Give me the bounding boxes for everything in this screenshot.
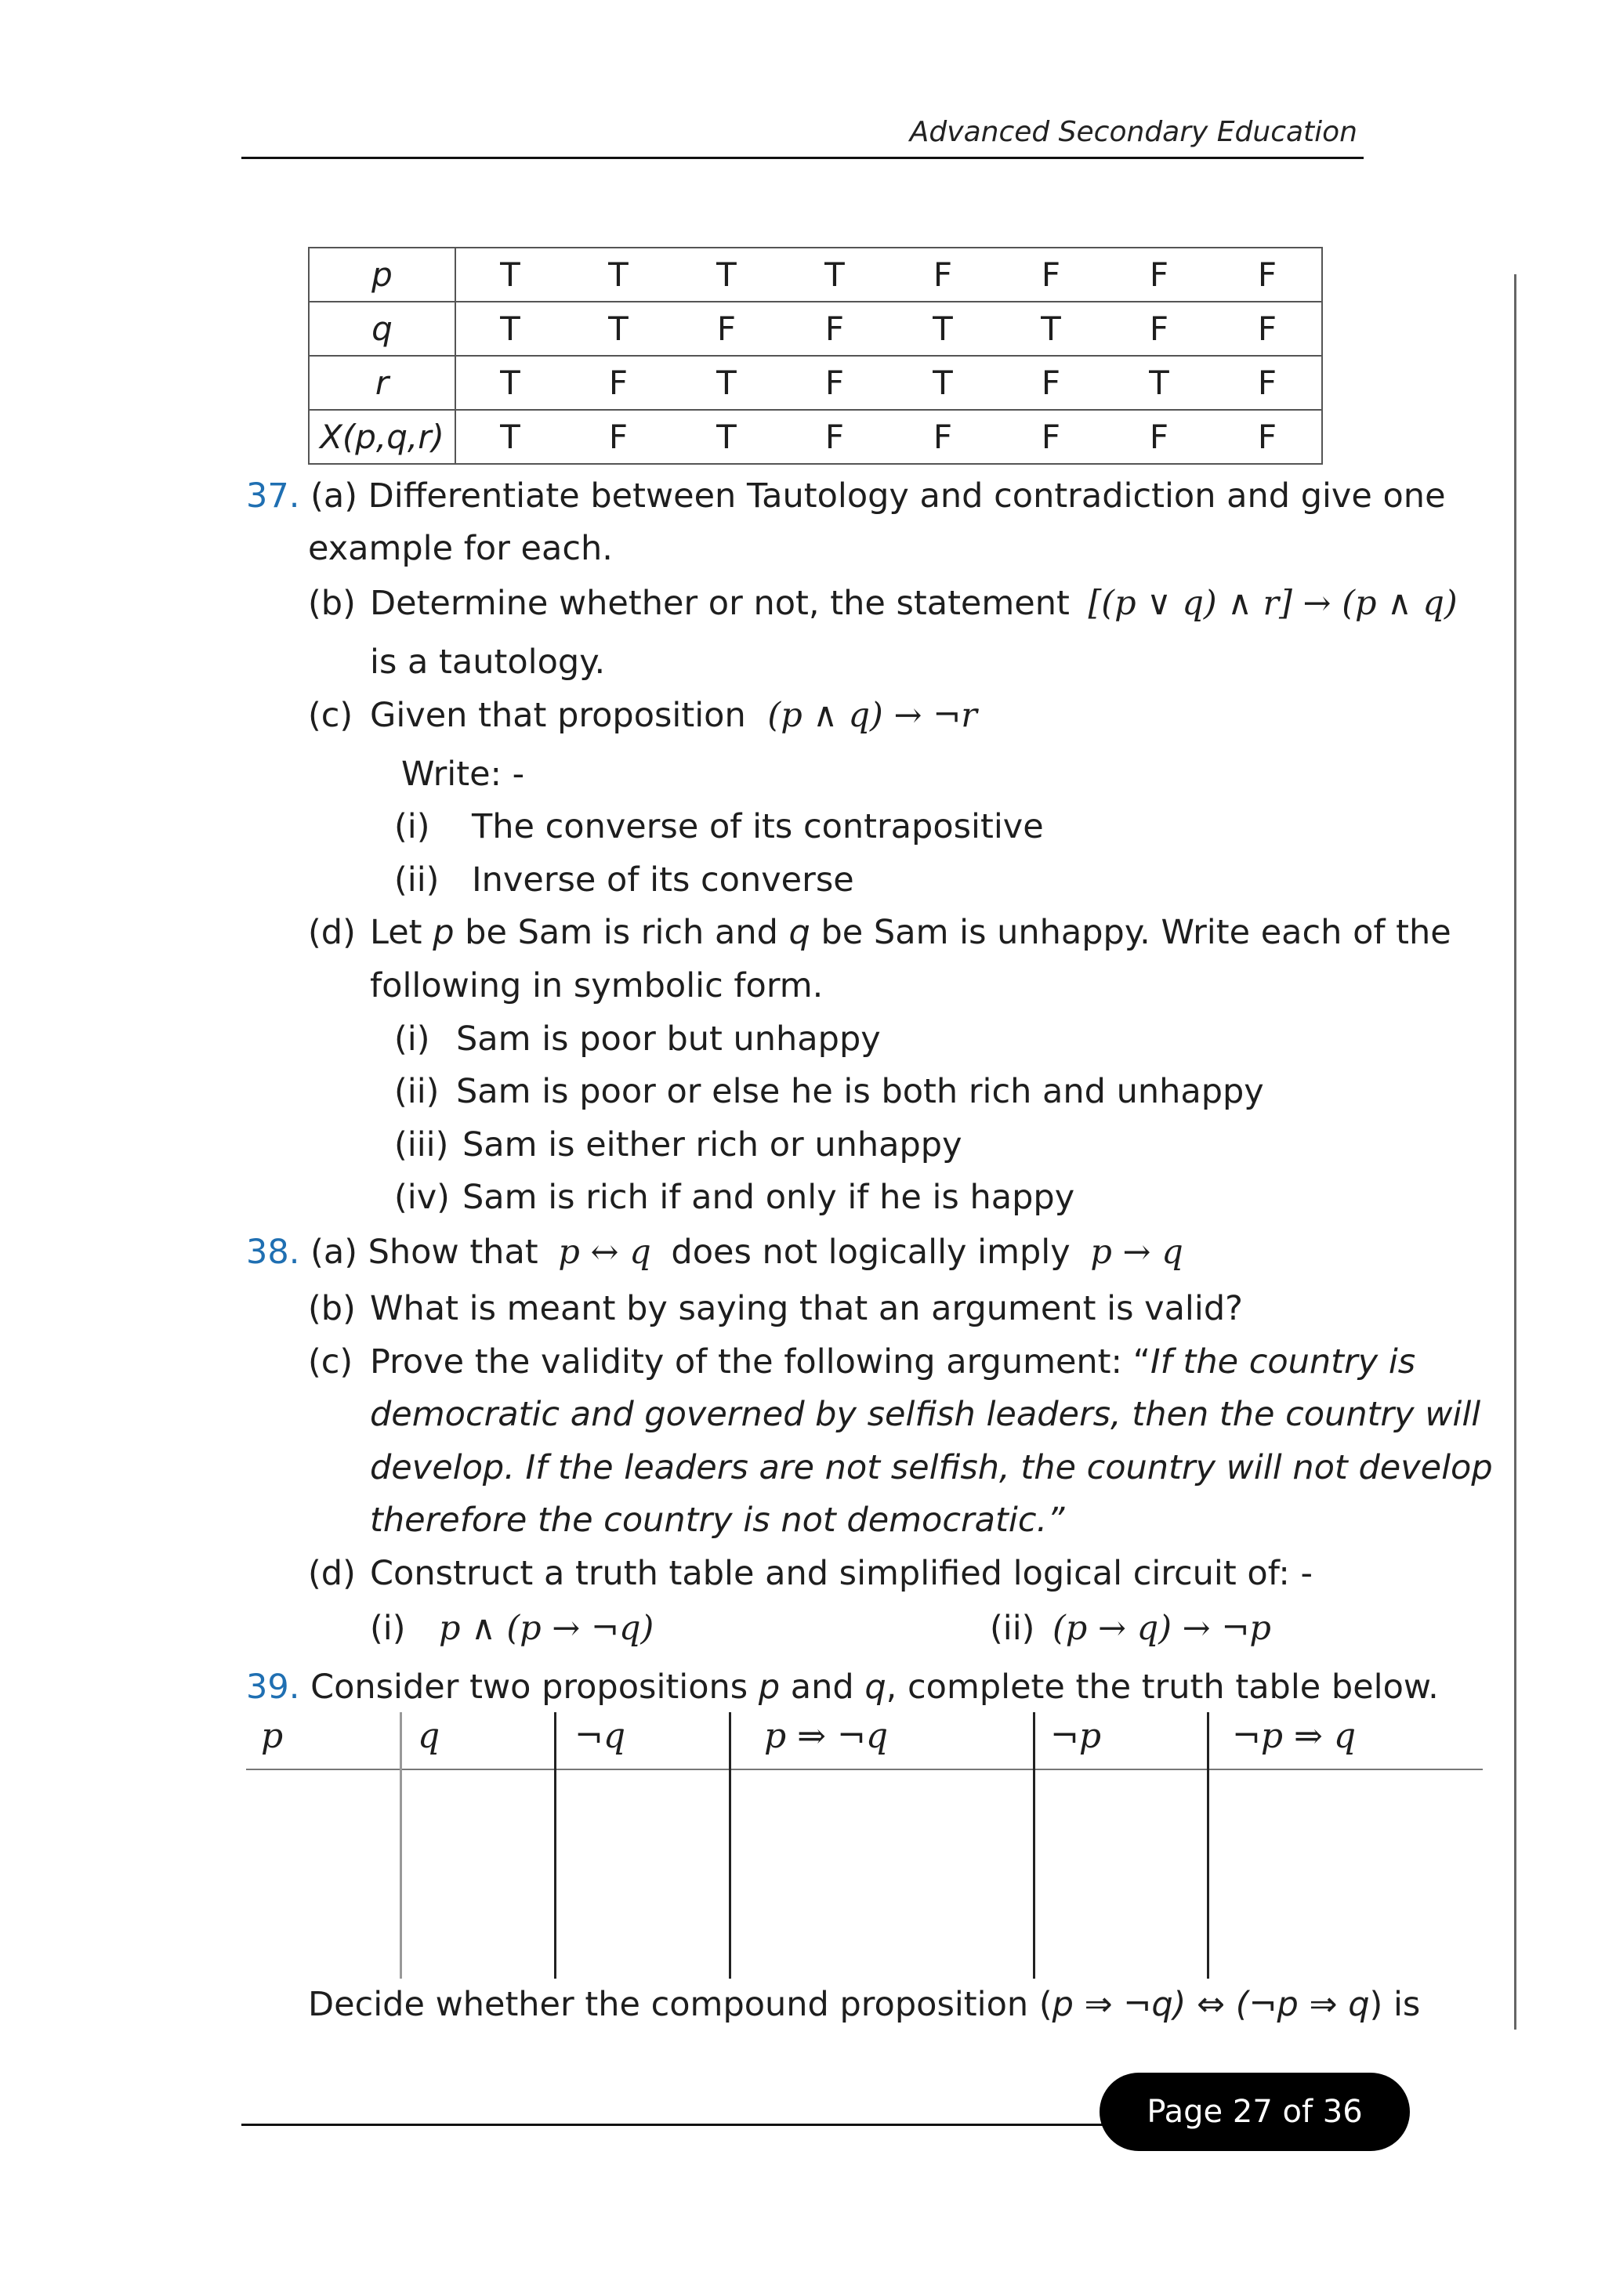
q37-d-var-q: q: [788, 913, 810, 952]
col-divider-4: [1033, 1712, 1035, 1979]
q38-a-expression-1: p ↔ q: [558, 1233, 651, 1272]
row-label: q: [309, 302, 455, 356]
q39-text-1: Consider two propositions: [310, 1668, 759, 1707]
q39-line: [246, 1661, 1439, 1714]
q39-decide-line: [308, 1979, 1420, 2031]
q39-text-3: , complete the truth table below.: [886, 1668, 1439, 1707]
truth-row: [309, 302, 1322, 356]
truth-cell: F: [781, 302, 889, 356]
q37-b-line2: is a tautology.: [370, 643, 606, 682]
truth-cell: T: [455, 356, 564, 410]
page-number-badge: [1100, 2073, 1410, 2151]
q38-b-text: What is meant by saying that an argument is valid?: [370, 1289, 1243, 1328]
q37-d-i-label: (i): [394, 1019, 430, 1059]
q38-c-label: (c): [308, 1342, 353, 1382]
q38-c-italic-1: If the country is: [1150, 1342, 1416, 1382]
q37-d-iv-label: (iv): [394, 1178, 450, 1217]
q37-b-line: [370, 578, 1458, 630]
header-title: Advanced Secondary Education: [909, 116, 1357, 148]
q39-var-p: p: [758, 1668, 781, 1707]
q37-b-text: Determine whether or not, the statement: [370, 584, 1070, 623]
q38-a-mid-text: does not logically imply: [671, 1233, 1071, 1272]
truth-cell: F: [1213, 410, 1322, 464]
q38-d-i-label: (i): [370, 1609, 406, 1648]
q38-d-ii-expression: (p → q) → ¬p: [1052, 1609, 1271, 1648]
q37-d-text-1: Let: [370, 913, 433, 952]
q38-d-ii-label: (ii): [990, 1609, 1035, 1648]
page-number-text: Page 27 of 36: [1147, 2094, 1363, 2130]
truth-cell: T: [564, 248, 672, 302]
q38-d-label: (d): [308, 1554, 356, 1593]
q37-a-text: (a) Differentiate between Tautology and contradiction and give one: [310, 476, 1446, 516]
q39-decide-text-1: Decide whether the compound proposition (: [308, 1985, 1052, 2024]
q37-d-iii-text: Sam is either rich or unhappy: [462, 1125, 962, 1164]
col-divider-3: [729, 1712, 731, 1979]
q37-d-text-3: be Sam is unhappy. Write each of the: [810, 913, 1451, 952]
truth-cell: F: [889, 410, 997, 464]
header-rule: [241, 157, 1364, 159]
truth-cell: T: [672, 356, 781, 410]
truth-cell: T: [889, 356, 997, 410]
truth-cell: F: [564, 410, 672, 464]
truth-cell: F: [1213, 356, 1322, 410]
q37-d-i-text: Sam is poor but unhappy: [456, 1019, 881, 1059]
q39-text-2: and: [780, 1668, 865, 1707]
q37-d-ii-label: (ii): [394, 1072, 440, 1111]
truth-table-x: [308, 247, 1323, 465]
q38-b-label: (b): [308, 1289, 356, 1328]
truth-cell: T: [889, 302, 997, 356]
col-divider-2: [554, 1712, 556, 1979]
truth-cell: T: [672, 248, 781, 302]
row-label: r: [309, 356, 455, 410]
q38-a-line: [246, 1226, 1183, 1279]
q37-d-var-p: p: [433, 913, 455, 952]
table-header-rule: [246, 1769, 1483, 1770]
q38-a-text: (a) Show that: [310, 1233, 538, 1272]
truth-cell: T: [672, 410, 781, 464]
right-margin-line: [1514, 274, 1516, 2030]
q37-b-label: (b): [308, 584, 356, 623]
row-label: X(p,q,r): [309, 410, 455, 464]
truth-cell: F: [672, 302, 781, 356]
q37-d-line: [370, 907, 1451, 959]
q38-c-text: Prove the validity of the following argument: “: [370, 1342, 1150, 1382]
truth-cell: F: [781, 356, 889, 410]
truth-cell: F: [997, 410, 1105, 464]
q39-decide-expression: p ⇒ ¬q) ⇔ (¬p ⇒ q: [1052, 1985, 1370, 2024]
q37-c-ii-label: (ii): [394, 860, 440, 900]
footer-rule: [241, 2124, 1119, 2126]
col-divider-5: [1207, 1712, 1209, 1979]
truth-cell: F: [1213, 248, 1322, 302]
truth-cell: T: [781, 248, 889, 302]
truth-cell: F: [997, 248, 1105, 302]
q37-a-line1: [246, 470, 1446, 523]
q39-var-q: q: [864, 1668, 886, 1707]
truth-cell: F: [997, 356, 1105, 410]
truth-cell: F: [564, 356, 672, 410]
truth-cell: T: [997, 302, 1105, 356]
q38-c-line1: [370, 1336, 1415, 1389]
truth-cell: T: [455, 410, 564, 464]
q37-b-expression: [(p ∨ q) ∧ r] → (p ∧ q): [1088, 584, 1458, 623]
q37-d-ii-text: Sam is poor or else he is both rich and unhappy: [456, 1072, 1264, 1111]
truth-row: [309, 248, 1322, 302]
truth-cell: F: [781, 410, 889, 464]
q37-d-line2: following in symbolic form.: [370, 966, 824, 1005]
q37-d-text-2: be Sam is rich and: [454, 913, 789, 952]
col-header-p-implies-not-q: p ⇒ ¬q: [764, 1716, 889, 1756]
q37-c-expression: (p ∧ q) → ¬r: [767, 696, 977, 735]
q38-c-italic-4: therefore the country is not democratic.”: [370, 1501, 1065, 1540]
row-label: p: [309, 248, 455, 302]
col-header-not-p-implies-q: ¬p ⇒ q: [1232, 1716, 1357, 1756]
truth-cell: F: [1105, 410, 1213, 464]
q37-c-ii-text: Inverse of its converse: [472, 860, 854, 900]
q38-d-i-expression: p ∧ (p → ¬q): [439, 1609, 654, 1648]
q37-c-text: Given that proposition: [370, 696, 746, 735]
truth-cell: T: [455, 248, 564, 302]
q37-c-i-label: (i): [394, 807, 430, 846]
q38-c-italic-2: democratic and governed by selfish leaders, then the country will: [370, 1395, 1481, 1434]
q38-d-text: Construct a truth table and simplified logical circuit of: -: [370, 1554, 1313, 1593]
truth-cell: F: [1105, 302, 1213, 356]
truth-row: [309, 356, 1322, 410]
truth-cell: T: [1105, 356, 1213, 410]
q39-decide-text-2: ) is: [1369, 1985, 1421, 2024]
q37-c-i-text: The converse of its contrapositive: [472, 807, 1044, 846]
truth-cell: T: [564, 302, 672, 356]
truth-cell: F: [1213, 302, 1322, 356]
col-header-not-p: ¬p: [1050, 1716, 1102, 1756]
col-header-p: p: [261, 1716, 284, 1756]
truth-row: [309, 410, 1322, 464]
q37-a-line2: example for each.: [308, 529, 613, 568]
col-header-q: q: [418, 1716, 440, 1756]
q37-c-line: [370, 690, 977, 742]
q39-number: 39.: [246, 1668, 300, 1707]
col-divider-1: [400, 1712, 402, 1979]
q37-d-iv-text: Sam is rich if and only if he is happy: [462, 1178, 1075, 1217]
truth-cell: F: [1105, 248, 1213, 302]
truth-cell: F: [889, 248, 997, 302]
q37-c-label: (c): [308, 696, 353, 735]
q38-number: 38.: [246, 1233, 300, 1272]
q38-a-expression-2: p → q: [1090, 1233, 1183, 1272]
q37-number: 37.: [246, 476, 300, 516]
q38-c-italic-3: develop. If the leaders are not selfish, the country will not develop: [370, 1448, 1493, 1487]
q37-d-label: (d): [308, 913, 356, 952]
truth-cell: T: [455, 302, 564, 356]
col-header-not-q: ¬q: [574, 1716, 626, 1756]
q37-c-write: Write: -: [401, 755, 525, 794]
q37-d-iii-label: (iii): [394, 1125, 449, 1164]
